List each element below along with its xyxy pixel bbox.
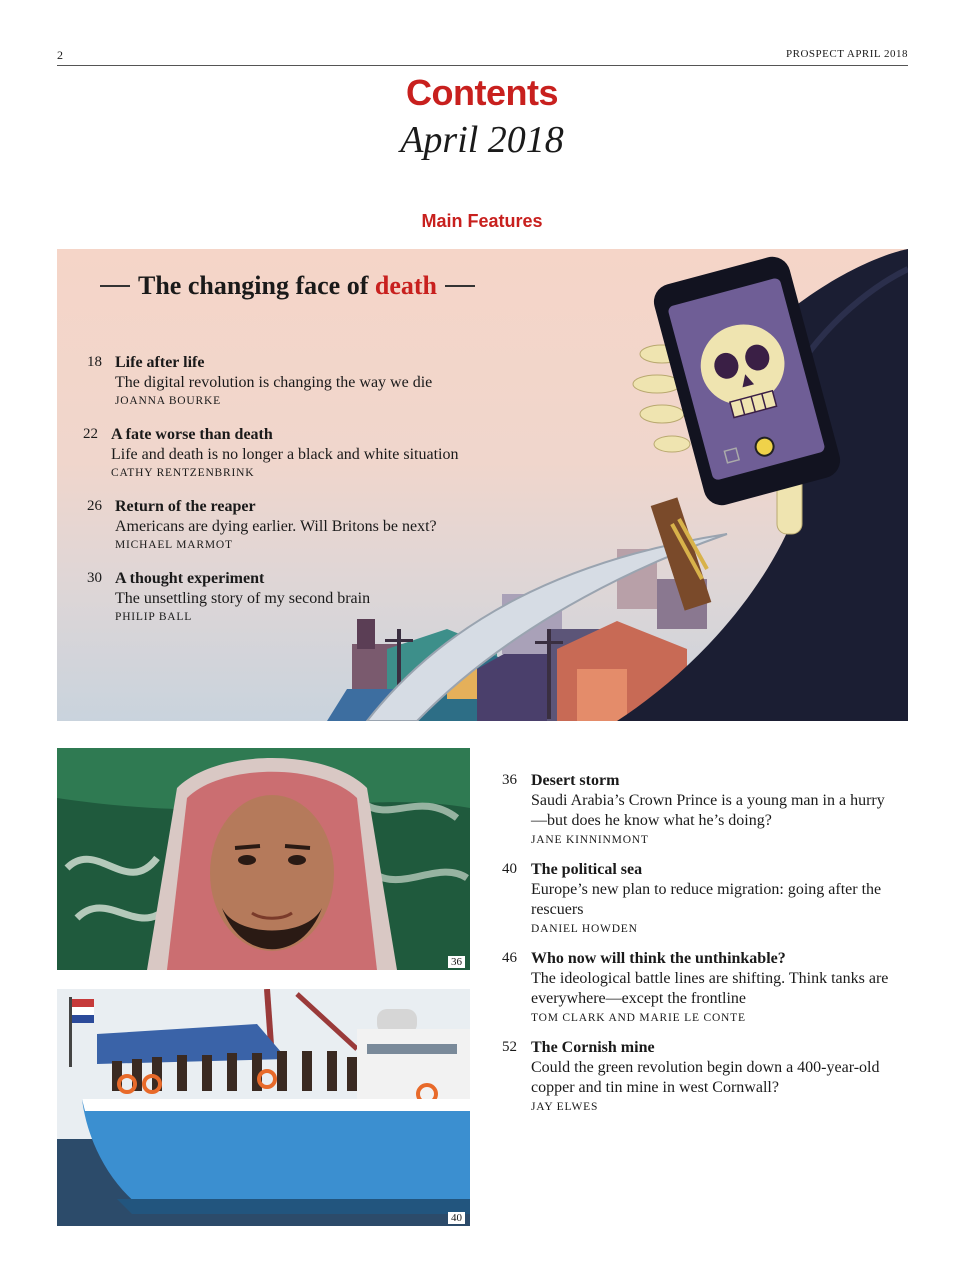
article-page-number: 36 [502,772,517,788]
page-number: 2 [57,48,63,62]
feature-title: A fate worse than death [111,426,273,443]
feature-title: A thought experiment [115,570,265,587]
article-page-number: 46 [502,950,517,966]
article-page-number: 52 [502,1039,517,1055]
section-label: Main Features [421,211,543,231]
article-title: Who now will think the unthinkable? [531,950,786,967]
article-page-number: 40 [502,861,517,877]
article-title: Desert storm [531,772,620,789]
article-dek: The ideological battle lines are shifting. Think tanks are everywhere—except the frontline [531,970,889,1007]
feature-dek: The digital revolution is changing the way we die [115,374,433,391]
issue-date: April 2018 [400,119,564,161]
feature-dek: The unsettling story of my second brain [115,590,371,607]
article-author: TOM CLARK AND MARIE LE CONTE [531,1012,746,1024]
feature-author: PHILIP BALL [115,611,193,623]
article-author: DANIEL HOWDEN [531,923,638,935]
article-title: The Cornish mine [531,1039,655,1056]
rescue-boat-image [57,989,470,1226]
article-list [502,771,897,1127]
panel-heading-accent: death [374,271,438,300]
feature-page-number: 26 [87,498,102,514]
feature-author: MICHAEL MARMOT [115,539,233,551]
feature-dek: Life and death is no longer a black and white situation [111,446,459,463]
feature-title: Return of the reaper [115,498,256,515]
article-dek: Saudi Arabia’s Crown Prince is a young man in a hurry—but does he know what he’s doing? [531,792,885,829]
feature-dek: Americans are dying earlier. Will Britons be next? [115,518,437,535]
article-author: JAY ELWES [531,1101,599,1113]
feature-page-number: 30 [87,570,102,586]
page-title: Contents [406,72,558,113]
heading-dash-left [100,285,130,287]
article-item[interactable] [502,949,897,1028]
panel-heading-prefix: The changing face of [138,271,369,300]
feature-page-number: 18 [87,354,102,370]
article-dek: Europe’s new plan to reduce migration: going after the rescuers [531,881,882,918]
article-item[interactable] [502,1038,897,1117]
article-item[interactable] [502,860,897,939]
article-author: JANE KINNINMONT [531,834,649,846]
photo-rescue-boat [57,989,470,1226]
header-rule [57,65,908,66]
article-item[interactable] [502,771,897,850]
article-title: The political sea [531,861,643,878]
crown-prince-image [57,748,470,970]
feature-author: JOANNA BOURKE [115,395,221,407]
running-head: PROSPECT APRIL 2018 [786,48,908,60]
grim-reaper-illustration [327,249,908,721]
feature-title: Life after life [115,354,205,371]
feature-panel [57,249,908,721]
feature-page-number: 22 [83,426,98,442]
article-dek: Could the green revolution begin down a 400-year-old copper and tin mine in west Cornwall? [531,1059,880,1096]
photo-page-number: 36 [448,956,465,968]
photo-page-number: 40 [448,1212,465,1224]
phone-illustration [650,253,844,509]
photo-crown-prince [57,748,470,970]
feature-author: CATHY RENTZENBRINK [111,467,255,479]
